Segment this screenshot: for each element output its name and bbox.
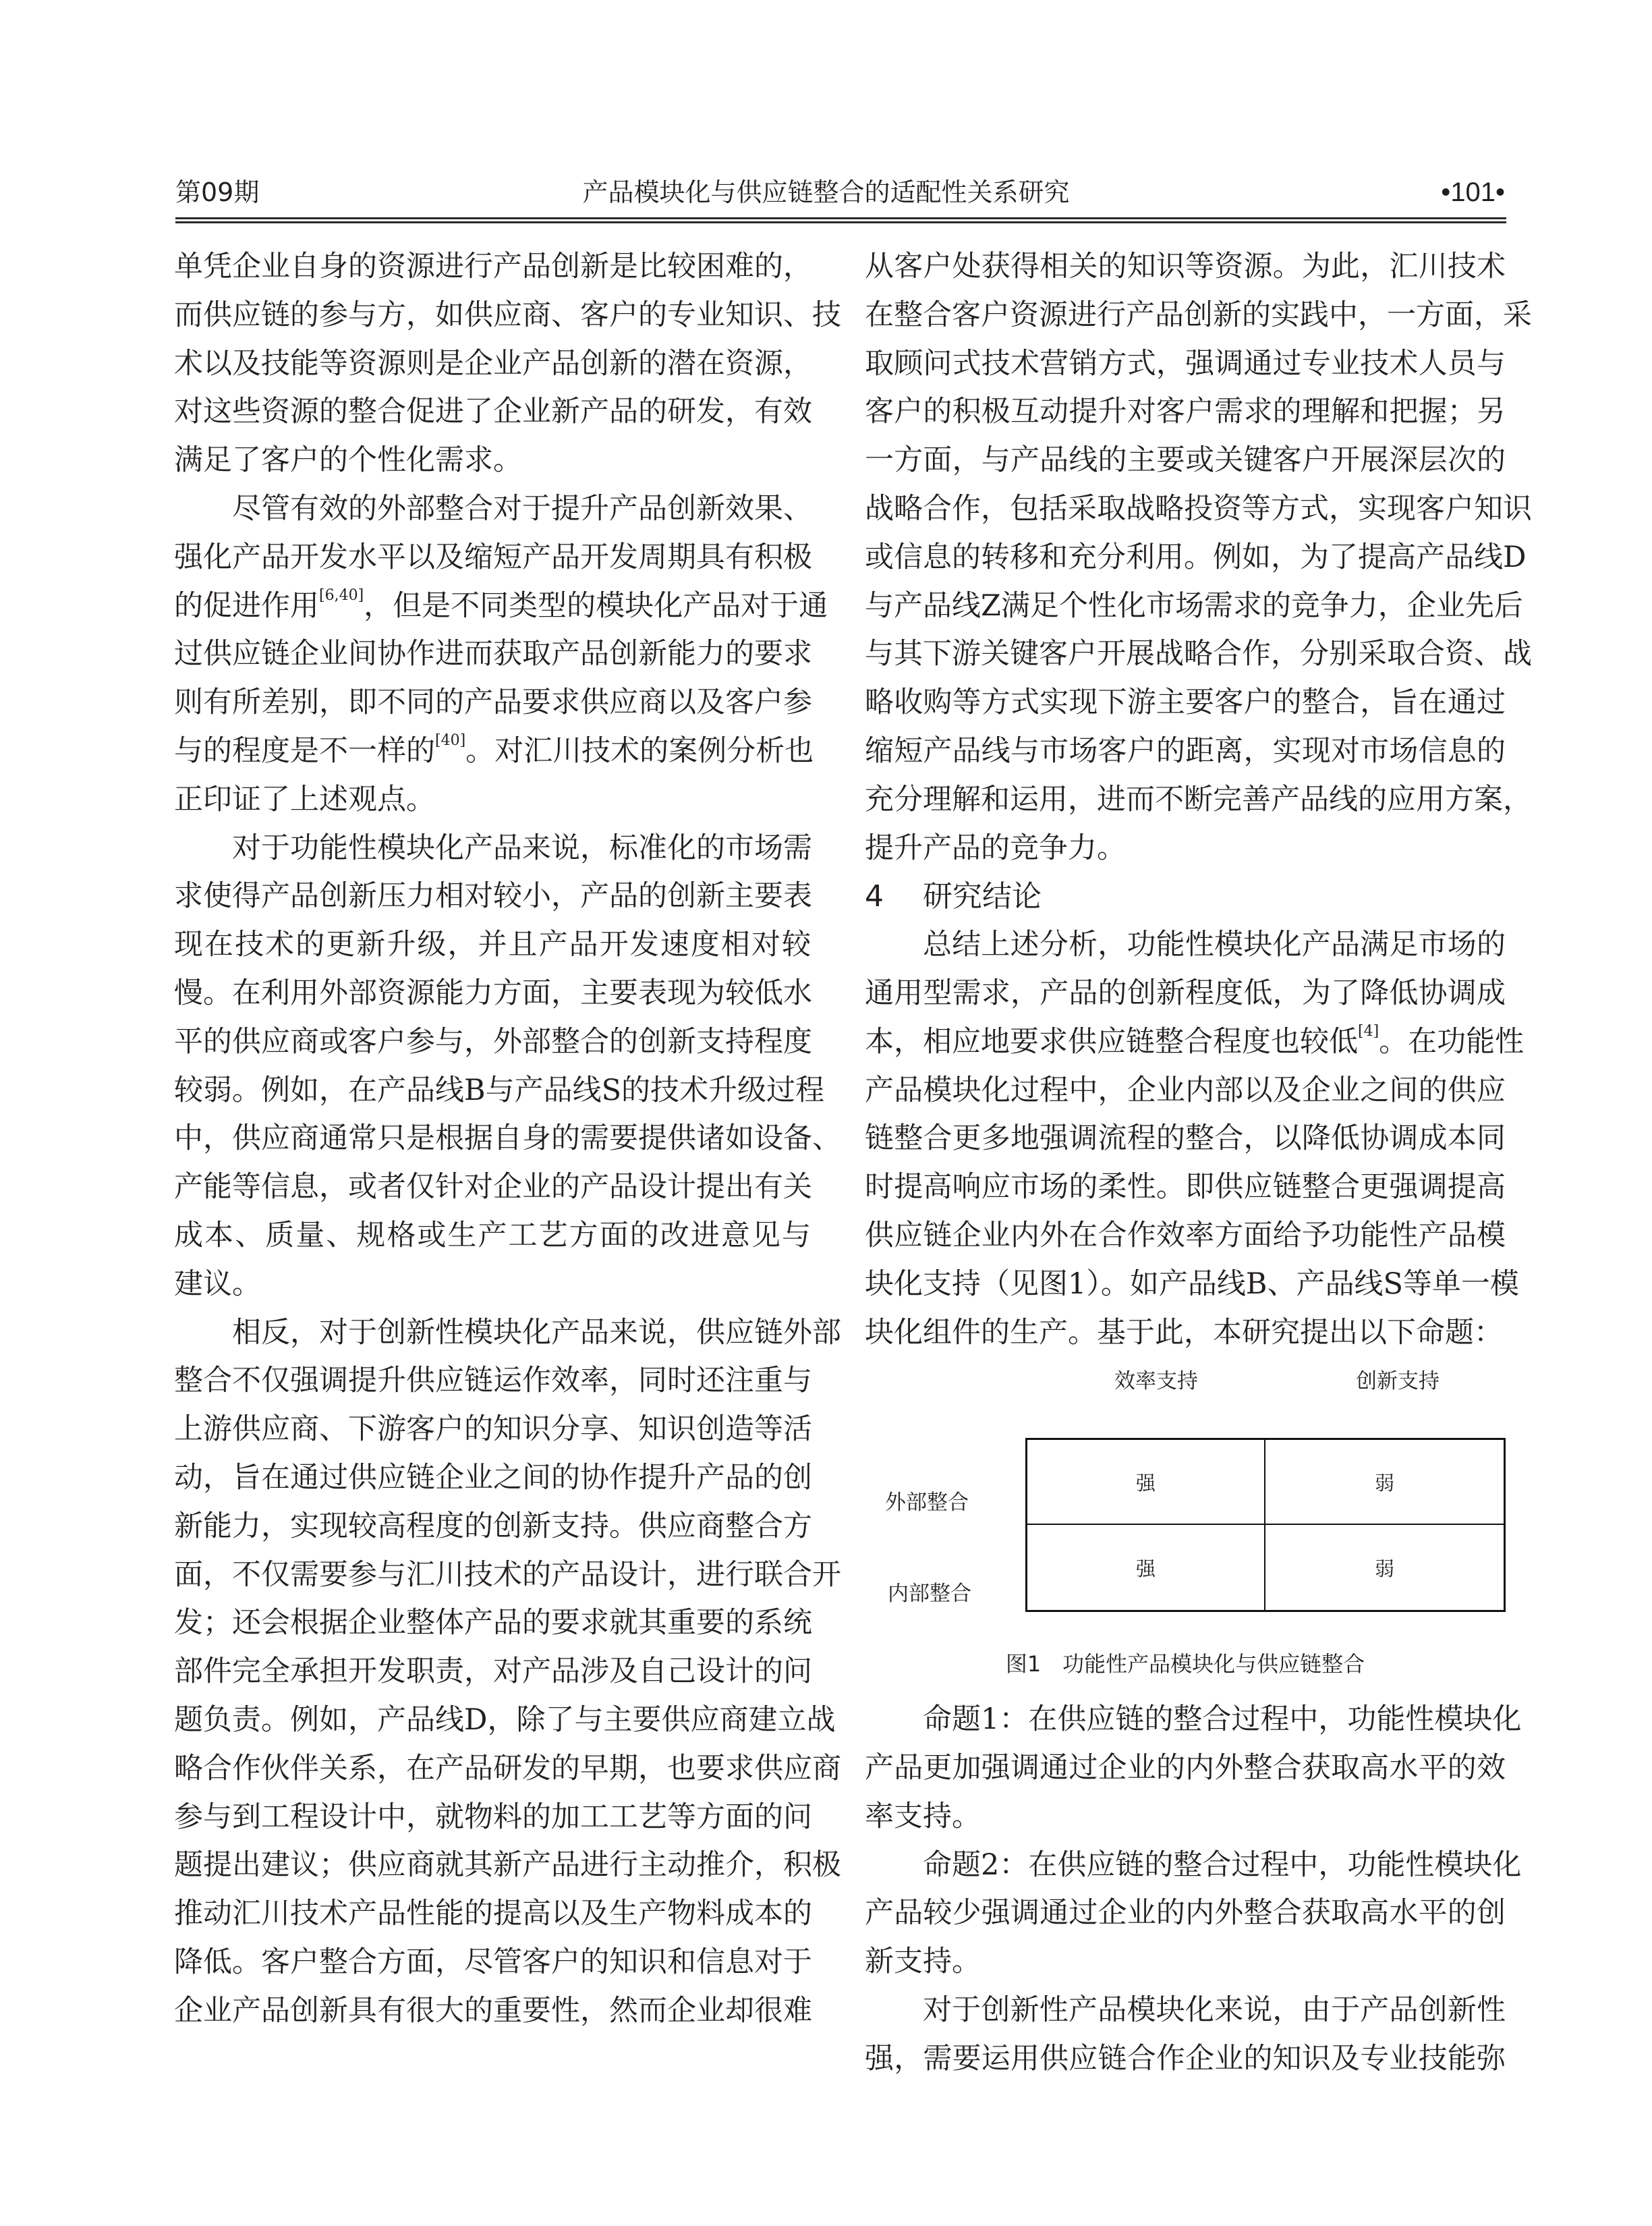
text-line: 则有所差别，即不同的产品要求供应商以及客户参 <box>174 686 812 720</box>
text-line: 较弱。例如，在产品线B与产品线S的技术升级过程 <box>174 1073 825 1107</box>
text-line: 题提出建议；供应商就其新产品进行主动推介，积极 <box>174 1848 841 1883</box>
text-line: 对于功能性模块化产品来说，标准化的市场需 <box>232 831 812 865</box>
text-line: 率支持。 <box>865 1799 981 1833</box>
section-title: 研究结论 <box>923 879 1042 914</box>
text-line: 战略合作，包括采取战略投资等方式，实现客户知识 <box>865 491 1532 526</box>
text-line: 对这些资源的整合促进了企业新产品的研发，有效 <box>174 395 812 429</box>
text-line: 命题2：在供应链的整合过程中，功能性模块化 <box>923 1847 1522 1882</box>
text-line: 企业产品创新具有很大的重要性，然而企业却很难 <box>174 1993 812 2028</box>
text-line: 成本、质量、规格或生产工艺方面的改进意见与 <box>174 1218 811 1252</box>
text-line: 面，不仅需要参与汇川技术的产品设计，进行联合开 <box>174 1557 841 1592</box>
text-line: 块化组件的生产。基于此，本研究提出以下命题： <box>865 1315 1503 1349</box>
text-line: 略收购等方式实现下游主要客户的整合，旨在通过 <box>865 686 1506 720</box>
text-line: 慢。在利用外部资源能力方面，主要表现为较低水 <box>174 976 812 1010</box>
text-line: 动，旨在通过供应链企业之间的协作提升产品的创 <box>174 1460 812 1495</box>
text-line: 总结上述分析，功能性模块化产品满足市场的 <box>923 928 1506 962</box>
text-line: 术以及技能等资源则是企业产品创新的潜在资源， <box>174 346 812 381</box>
text-line: 客户的积极互动提升对客户需求的理解和把握；另 <box>865 395 1506 429</box>
paragraph <box>865 1841 1522 1986</box>
figure-column-header: 效率支持 <box>1114 1369 1198 1394</box>
text-line: 在整合客户资源进行产品创新的实践中，一方面，采 <box>865 298 1532 332</box>
text-line: 降低。客户整合方面，尽管客户的知识和信息对于 <box>174 1945 812 1979</box>
text-line: 推动汇川技术产品性能的提高以及生产物料成本的 <box>174 1897 812 1931</box>
text-line: 与产品线Z满足个性化市场需求的竞争力，企业先后 <box>865 588 1523 623</box>
text-line: 供应链企业内外在合作效率方面给予功能性产品模 <box>865 1218 1506 1252</box>
figure-1 <box>865 1357 1506 1647</box>
paragraph <box>174 485 828 825</box>
header-rule-bottom <box>175 221 1506 223</box>
text-line: 与其下游关键客户开展战略合作，分别采取合资、战 <box>865 637 1532 671</box>
text-line: 强化产品开发水平以及缩短产品开发周期具有积极 <box>174 540 812 574</box>
matrix-cell: 强 <box>1027 1440 1265 1525</box>
figure-row-header: 外部整合 <box>885 1491 969 1515</box>
text-line: 块化支持（见图1）。如产品线B、产品线S等单一模 <box>865 1267 1519 1301</box>
matrix-cell: 强 <box>1027 1525 1265 1610</box>
text-line: 单凭企业自身的资源进行产品创新是比较困难的， <box>174 250 812 283</box>
text-line: 本，相应地要求供应链整合程度也较低[4]。在功能性 <box>865 1022 1525 1059</box>
text-line: 产品模块化过程中，企业内部以及企业之间的供应 <box>865 1073 1506 1107</box>
figure-column-header: 创新支持 <box>1356 1369 1440 1394</box>
text-line: 过供应链企业间协作进而获取产品创新能力的要求 <box>174 637 812 671</box>
text-line: 与的程度是不一样的[40]。对汇川技术的案例分析也 <box>174 731 814 768</box>
matrix-cell: 弱 <box>1374 1557 1394 1580</box>
paragraph <box>865 243 1532 872</box>
citation: [4] <box>1358 1022 1379 1040</box>
figure-matrix <box>1025 1438 1506 1612</box>
citation: [40] <box>435 731 466 749</box>
text-line: 取顾问式技术营销方式，强调通过专业技术人员与 <box>865 346 1506 381</box>
right-column <box>865 243 1532 2084</box>
paragraph <box>174 825 841 1309</box>
text-line: 部件完全承担开发职责，对产品涉及自己设计的问 <box>174 1654 812 1689</box>
text-line: 充分理解和运用，进而不断完善产品线的应用方案， <box>865 782 1532 816</box>
text-line: 命题1：在供应链的整合过程中，功能性模块化 <box>923 1702 1522 1737</box>
text-line: 产能等信息，或者仅针对企业的产品设计提出有关 <box>174 1170 812 1204</box>
matrix-cell: 弱 <box>1265 1440 1504 1525</box>
text-line: 新支持。 <box>865 1945 981 1979</box>
text-line: 从客户处获得相关的知识等资源。为此，汇川技术 <box>865 250 1506 283</box>
citation: [6,40] <box>319 586 364 604</box>
text-line: 新能力，实现较高程度的创新支持。供应商整合方 <box>174 1509 812 1543</box>
paragraph <box>865 921 1525 1357</box>
text-line: 发；还会根据企业整体产品的要求就其重要的系统 <box>174 1606 812 1640</box>
text-line: 略合作伙伴关系，在产品研发的早期，也要求供应商 <box>174 1751 841 1785</box>
text-line: 建议。 <box>174 1267 261 1301</box>
text-line: 缩短产品线与市场客户的距离，实现对市场信息的 <box>865 733 1506 768</box>
figure-caption: 图1 功能性产品模块化与供应链整合 <box>1005 1651 1365 1677</box>
section-heading <box>865 872 1506 921</box>
page-number: •101• <box>1441 177 1505 207</box>
section-number: 4 <box>865 879 884 914</box>
text-line: 或信息的转移和充分利用。例如，为了提高产品线D <box>865 540 1527 574</box>
left-column <box>174 243 841 2035</box>
text-line: 满足了客户的个性化需求。 <box>174 443 522 478</box>
text-line: 中，供应商通常只是根据自身的需要提供诸如设备、 <box>174 1121 841 1156</box>
text-line: 产品更加强调通过企业的内外整合获取高水平的效 <box>865 1750 1506 1785</box>
text-line: 整合不仅强调提升供应链运作效率，同时还注重与 <box>174 1364 812 1398</box>
paragraph <box>865 1986 1506 2084</box>
text-line: 对于创新性产品模块化来说，由于产品创新性 <box>923 1993 1506 2027</box>
text-line: 求使得产品创新压力相对较小，产品的创新主要表 <box>174 879 812 914</box>
text-line: 正印证了上述观点。 <box>174 782 435 816</box>
paragraph <box>174 243 841 485</box>
text-line: 参与到工程设计中，就物料的加工工艺等方面的问 <box>174 1800 812 1834</box>
text-line: 平的供应商或客户参与，外部整合的创新支持程度 <box>174 1024 812 1059</box>
header-rule-top <box>175 217 1506 219</box>
text-line: 上游供应商、下游客户的知识分享、知识创造等活 <box>174 1412 812 1447</box>
paragraph <box>174 1309 841 2036</box>
text-line: 现在技术的更新升级，并且产品开发速度相对较 <box>174 928 811 962</box>
text-line: 题负责。例如，产品线D，除了与主要供应商建立战 <box>174 1702 836 1737</box>
text-line: 链整合更多地强调流程的整合，以降低协调成本同 <box>865 1121 1506 1156</box>
issue-number: 第09期 <box>175 177 260 207</box>
figure-row-header: 内部整合 <box>888 1582 971 1607</box>
text-line: 提升产品的竞争力。 <box>865 831 1126 865</box>
text-line: 的促进作用[6,40]，但是不同类型的模块化产品对于通 <box>174 586 828 623</box>
text-line: 而供应链的参与方，如供应商、客户的专业知识、技 <box>174 298 841 332</box>
text-line: 时提高响应市场的柔性。即供应链整合更强调提高 <box>865 1170 1506 1204</box>
text-line: 强，需要运用供应链合作企业的知识及专业技能弥 <box>865 2041 1506 2076</box>
text-line: 一方面，与产品线的主要或关键客户开展深层次的 <box>865 443 1506 478</box>
paragraph <box>865 1696 1522 1841</box>
text-line: 产品较少强调通过企业的内外整合获取高水平的创 <box>865 1896 1506 1930</box>
text-line: 通用型需求，产品的创新程度低，为了降低协调成 <box>865 976 1506 1010</box>
running-title: 产品模块化与供应链整合的适配性关系研究 <box>582 177 1070 207</box>
text-line: 相反，对于创新性模块化产品来说，供应链外部 <box>232 1315 841 1349</box>
text-line: 尽管有效的外部整合对于提升产品创新效果、 <box>232 491 812 526</box>
